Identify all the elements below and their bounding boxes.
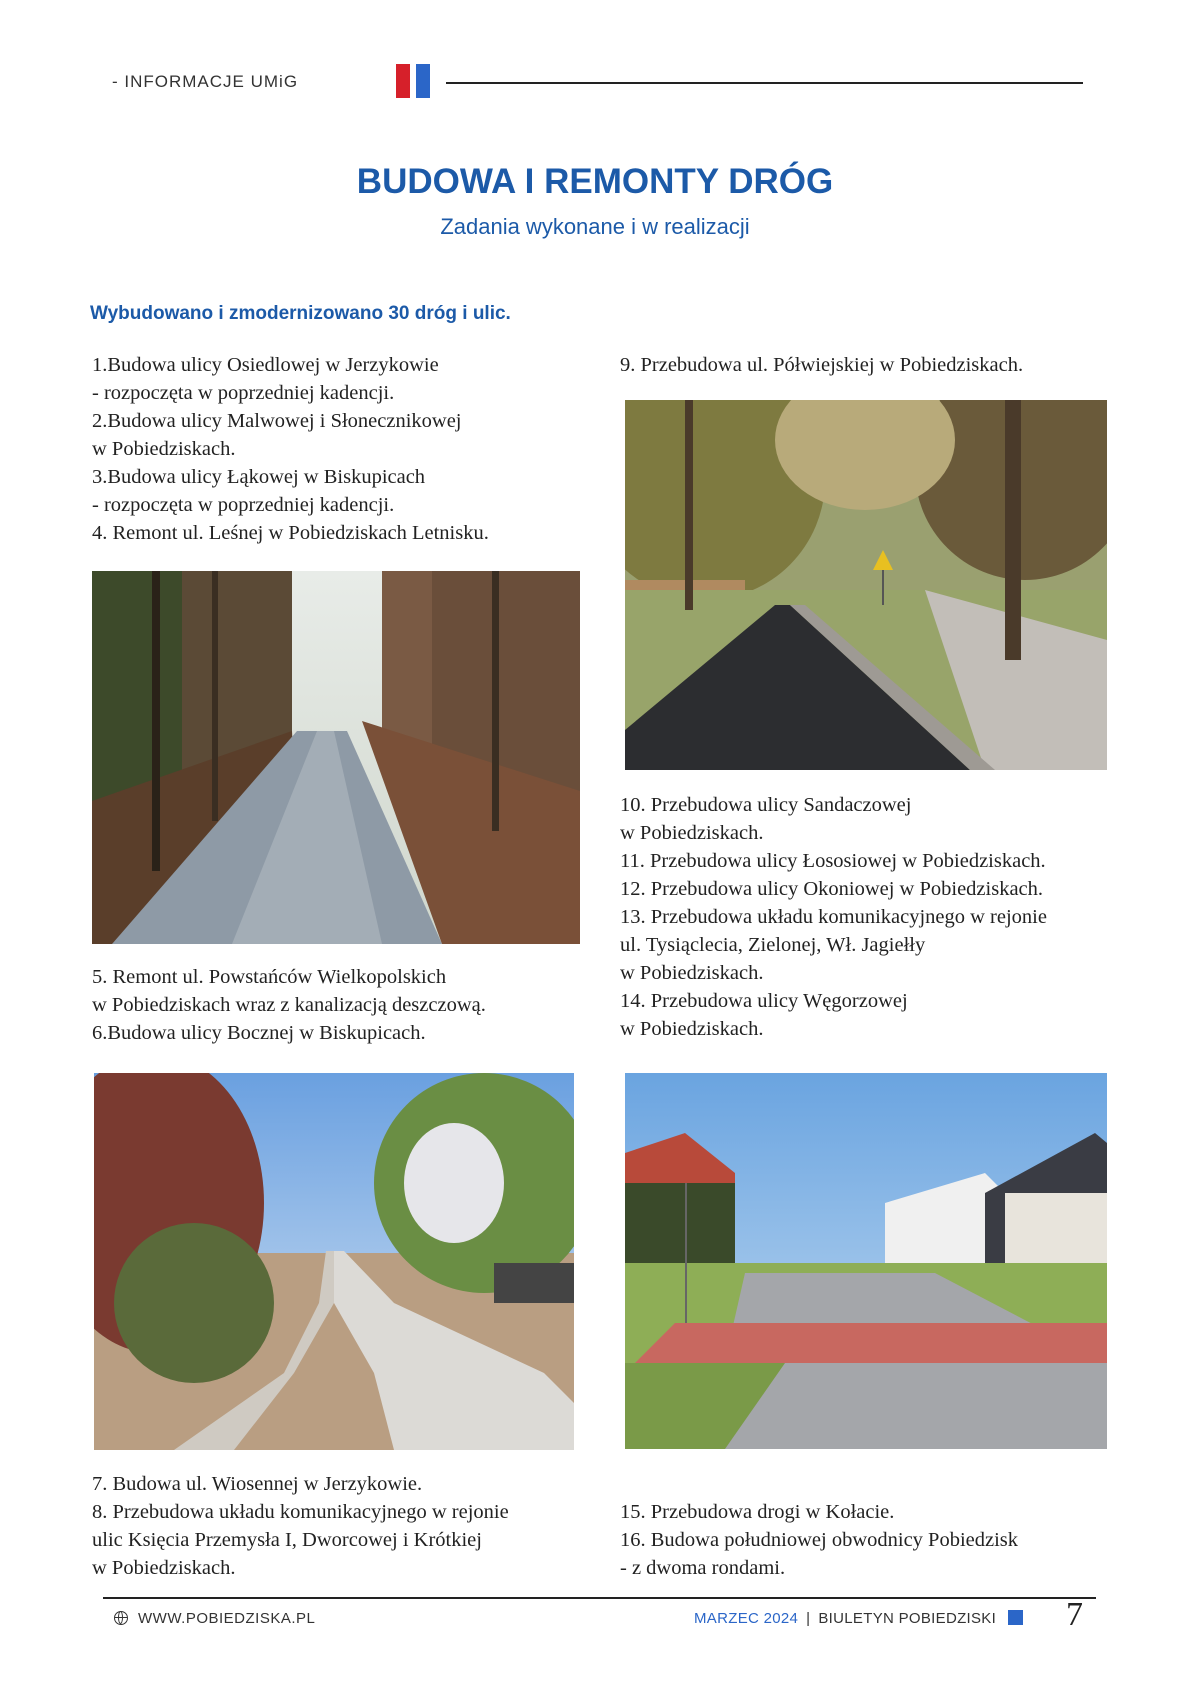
flag-logo [396, 64, 432, 98]
header-rule [446, 82, 1083, 84]
list-block-1: 1.Budowa ulicy Osiedlowej w Jerzykowie - rozpoczęta w poprzedniej kadencji. 2.Budowa ulicy Malwowej i Słonecznikowej w Pobiedziskach. 3.Budowa ulicy Łąkowej w Biskupicach - rozpoczęta w poprzedniej kadencji. 4. Remont ul. Leśnej w Pobiedziskach Letnisku. [92, 354, 489, 544]
footer-rule [103, 1597, 1096, 1599]
page-title: BUDOWA I REMONTY DRÓG [356, 162, 834, 201]
page-subtitle: Zadania wykonane i w realizacji [440, 214, 750, 239]
website-link[interactable]: WWW.POBIEDZISKA.PL [138, 1610, 316, 1627]
photo-paved-street [625, 1073, 1107, 1449]
photo-forest-road [92, 571, 580, 944]
list-block-5: 10. Przebudowa ulicy Sandaczowej w Pobiedziskach. 11. Przebudowa ulicy Łososiowej w Pobiedziskach. 12. Przebudowa ulicy Okoniowej w Pobiedziskach. 13. Przebudowa układu komunikacyjnego w rejonie ul. Tysiąclecia, Zielonej, Wł. Jagiełły w Pobiedziskach. 14. Przebudowa ulicy Węgorzowej w Pobiedziskach. [620, 794, 1047, 1040]
photo-asphalt-road [625, 400, 1107, 770]
lead-text: Wybudowano i zmodernizowano 30 dróg i ulic. [90, 303, 511, 324]
photo-concrete-road [94, 1073, 574, 1450]
globe-icon [114, 1611, 128, 1625]
list-block-4: 9. Przebudowa ul. Półwiejskiej w Pobiedziskach. [620, 354, 1024, 376]
footer-publication: BIULETYN POBIEDZISKI [818, 1610, 997, 1627]
list-block-3: 7. Budowa ul. Wiosennej w Jerzykowie. 8. Przebudowa układu komunikacyjnego w rejonie ulic Księcia Przemysła I, Dworcowej i Krótkiej w Pobiedziskach. [92, 1473, 509, 1579]
list-block-6: 15. Przebudowa drogi w Kołacie. 16. Budowa południowej obwodnicy Pobiedzisk - z dwoma rondami. [620, 1501, 1019, 1579]
footer-square-icon [1008, 1610, 1023, 1625]
footer-date: MARZEC 2024 [694, 1610, 799, 1627]
footer-separator: | [806, 1610, 811, 1627]
footer-website[interactable] [114, 1610, 315, 1627]
footer-publication-info [694, 1610, 996, 1627]
list-block-2: 5. Remont ul. Powstańców Wielkopolskich w Pobiedziskach wraz z kanalizacją deszczową. 6.Budowa ulicy Bocznej w Biskupicach. [92, 966, 486, 1044]
page-number: 7 [1066, 1596, 1083, 1633]
section-label: - INFORMACJE UMiG [112, 72, 299, 91]
